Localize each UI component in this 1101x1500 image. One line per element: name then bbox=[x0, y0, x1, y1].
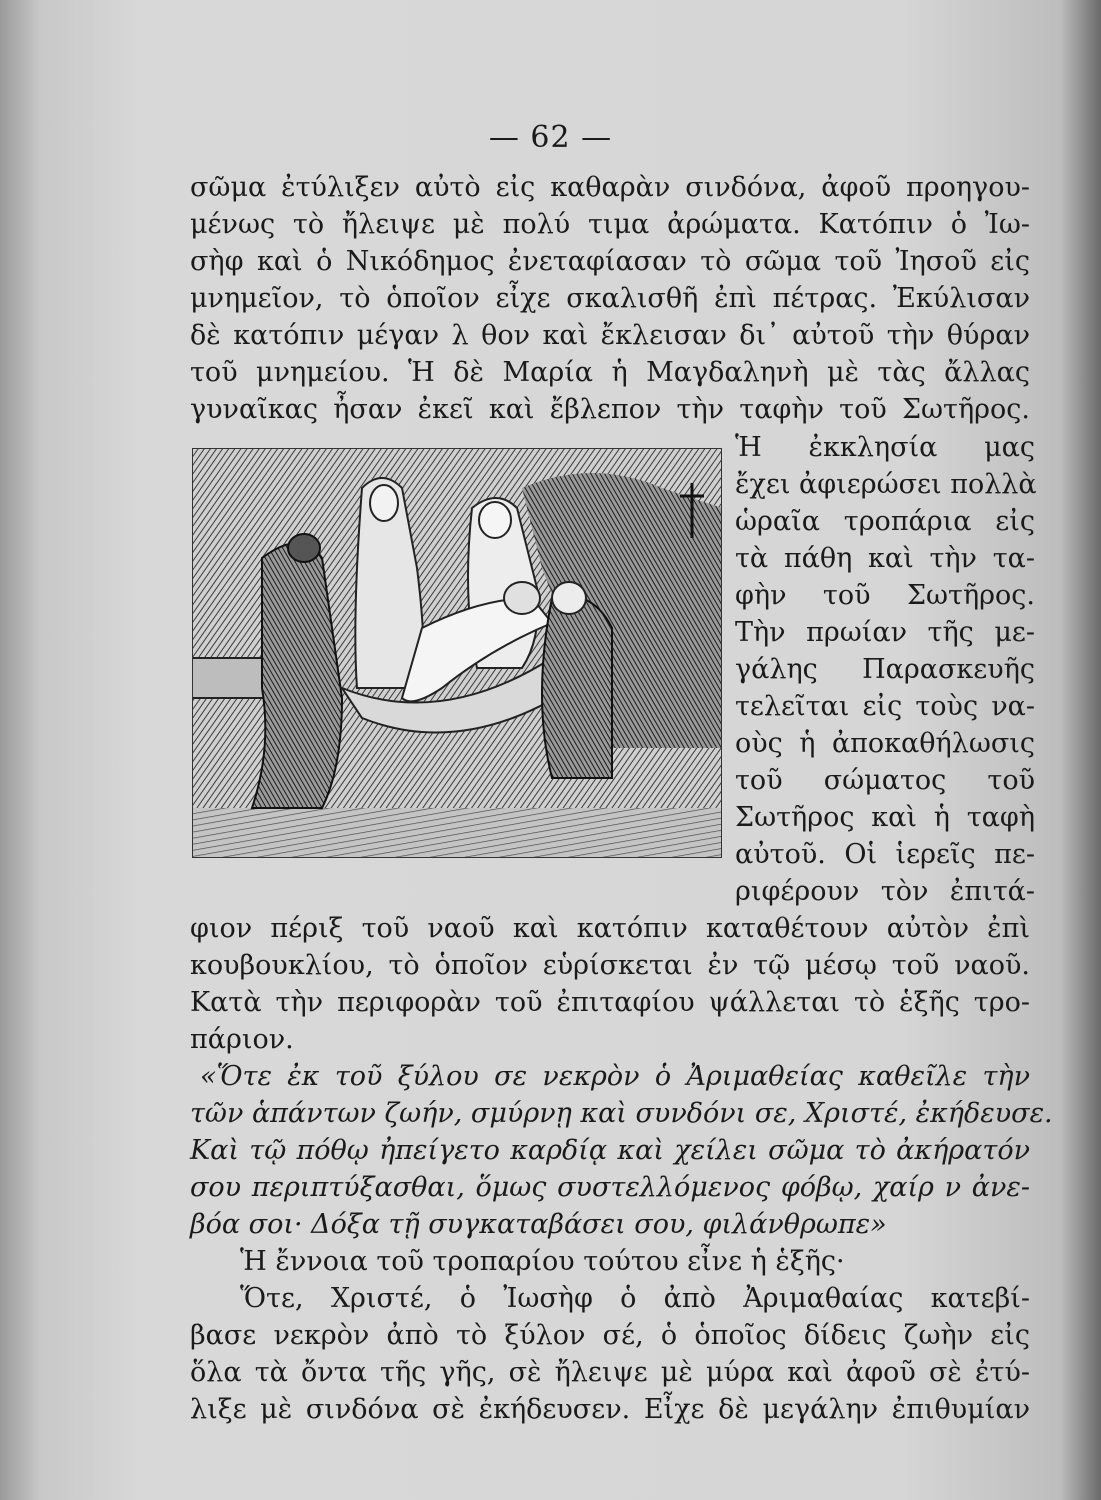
text-line: κουβουκλίου, τὸ ὁποῖον εὑρίσκεται ἐν τῷ μέσῳ τοῦ ναοῦ. bbox=[190, 950, 1030, 981]
text-line: σὴφ καὶ ὁ Νικόδημος ἐνεταφίασαν τὸ σῶμα τοῦ Ἰησοῦ εἰς bbox=[190, 246, 1030, 277]
text-line: Ἡ ἔννοια τοῦ τροπαρίου τούτου εἶνε ἡ ἑξῆς· bbox=[240, 1246, 845, 1277]
text-line: ὡραῖα τροπάρια εἰς bbox=[735, 506, 1035, 537]
text-line: γάλης Παρασκευῆς bbox=[735, 654, 1035, 685]
text-line: Ὅτε, Χριστέ, ὁ Ἰωσὴφ ὁ ἀπὸ Ἀριμαθαίας κατεβί- bbox=[240, 1283, 1030, 1314]
entombment-engraving bbox=[192, 448, 722, 858]
text-line: φιον πέριξ τοῦ ναοῦ καὶ κατόπιν καταθέτουν αὐτὸν ἐπὶ bbox=[190, 913, 1030, 944]
text-line: Ἡ ἐκκλησία μας bbox=[735, 432, 1035, 463]
text-line: Κατὰ τὴν περιφορὰν τοῦ ἐπιταφίου ψάλλεται τὸ ἑξῆς τρο- bbox=[190, 987, 1030, 1018]
hymn-line: «Ὅτε ἐκ τοῦ ξύλου σε νεκρὸν ὁ Ἀριμαθείας καθεῖλε τὴν bbox=[200, 1061, 1030, 1092]
text-line: σῶμα ἐτύλιξεν αὐτὸ εἰς καθαρὰν σινδόνα, ἀφοῦ προηγου- bbox=[190, 172, 1030, 203]
text-line: φὴν τοῦ Σωτῆρος. bbox=[735, 580, 1035, 611]
text-line: τοῦ μνημείου. Ἡ δὲ Μαρία ἡ Μαγδαληνὴ μὲ τὰς ἄλλας bbox=[190, 357, 1030, 388]
hymn-line: βόα σοι· Δόξα τῇ συγκαταβάσει σου, φιλάνθρωπε» bbox=[190, 1209, 887, 1240]
text-line: ἔχει ἀφιερώσει πολλὰ bbox=[735, 469, 1037, 500]
hymn-line: σου περιπτύξασθαι, ὅμως συστελλόμενος φόβῳ, χαίρ ν ἀνε- bbox=[190, 1172, 1030, 1203]
hymn-line: τῶν ἁπάντων ζωήν, σμύρνῃ καὶ συνδόνι σε, Χριστέ, ἐκήδευσε. bbox=[190, 1098, 1053, 1129]
text-line: λιξε μὲ σινδόνα σὲ ἐκήδευσεν. Εἶχε δὲ μεγάλην ἐπιθυμίαν bbox=[190, 1394, 1030, 1425]
page-number: — 62 — bbox=[488, 120, 613, 155]
text-line: οὺς ἡ ἀποκαθήλωσις bbox=[735, 728, 1035, 759]
text-line: αὐτοῦ. Οἱ ἱερεῖς πε- bbox=[735, 839, 1035, 870]
text-line: βασε νεκρὸν ἀπὸ τὸ ξύλον σέ, ὁ ὁποῖος δίδεις ζωὴν εἰς bbox=[190, 1320, 1030, 1351]
text-line: Τὴν πρωίαν τῆς με- bbox=[735, 617, 1035, 648]
text-line: μνημεῖον, τὸ ὁποῖον εἶχε σκαλισθῆ ἐπὶ πέτρας. Ἐκύλισαν bbox=[190, 283, 1030, 314]
text-line: δὲ κατόπιν μέγαν λ θον καὶ ἔκλεισαν δι᾿ αὐτοῦ τὴν θύραν bbox=[190, 320, 1030, 351]
text-line: τελεῖται εἰς τοὺς να- bbox=[735, 691, 1035, 722]
text-line: γυναῖκας ἦσαν ἐκεῖ καὶ ἔβλεπον τὴν ταφὴν τοῦ Σωτῆρος. bbox=[190, 394, 1030, 425]
text-line: τὰ πάθη καὶ τὴν τα- bbox=[735, 543, 1035, 574]
text-line: Σωτῆρος καὶ ἡ ταφὴ bbox=[735, 802, 1035, 833]
hymn-line: Καὶ τῷ πόθῳ ἠπείγετο καρδίᾳ καὶ χείλει σῶμα τὸ ἀκήρατόν bbox=[190, 1135, 1030, 1166]
text-line: πάριον. bbox=[190, 1024, 294, 1055]
text-line: μένως τὸ ἤλειψε μὲ πολύ τιμα ἀρώματα. Κατόπιν ὁ Ἰω- bbox=[190, 209, 1030, 240]
text-line: ὅλα τὰ ὄντα τῆς γῆς, σὲ ἤλειψε μὲ μύρα καὶ ἀφοῦ σὲ ἐτύ- bbox=[190, 1357, 1030, 1388]
text-line: ριφέρουν τὸν ἐπιτά- bbox=[735, 876, 1035, 907]
text-line: τοῦ σώματος τοῦ bbox=[735, 765, 1035, 796]
